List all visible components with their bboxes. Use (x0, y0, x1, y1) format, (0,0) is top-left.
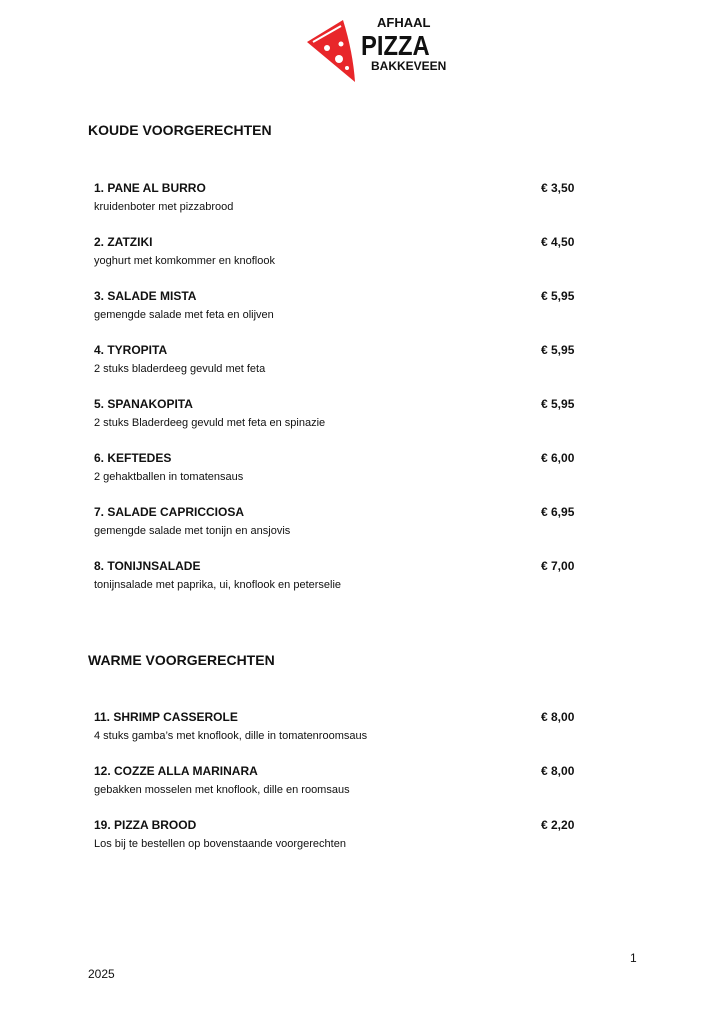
item-price: € 7,00 (541, 559, 575, 573)
item-desc: 2 stuks Bladerdeeg gevuld met feta en spinazie (94, 417, 326, 429)
item-price: € 5,95 (541, 397, 575, 411)
logo-pizza: PIZZA (361, 29, 430, 62)
item-price: € 5,95 (541, 343, 575, 357)
menu-item (94, 818, 584, 851)
menu-item (94, 235, 584, 268)
item-desc: gebakken mosselen met knoflook, dille en roomsaus (94, 784, 350, 796)
item-name: 2. ZATZIKI (94, 235, 153, 249)
item-desc: gemengde salade met tonijn en ansjovis (94, 525, 291, 537)
menu-item (94, 289, 584, 322)
item-name: 7. SALADE CAPRICCIOSA (94, 505, 245, 519)
item-name: 3. SALADE MISTA (94, 289, 197, 303)
menu-item (94, 710, 584, 743)
logo-bakkeveen: BAKKEVEEN (371, 59, 447, 73)
menu-item (94, 181, 584, 214)
item-name: 5. SPANAKOPITA (94, 397, 193, 411)
item-name: 19. PIZZA BROOD (94, 818, 197, 832)
item-desc: gemengde salade met feta en olijven (94, 309, 274, 321)
item-price: € 6,95 (541, 505, 575, 519)
item-name: 6. KEFTEDES (94, 451, 172, 465)
item-desc: 2 stuks bladerdeeg gevuld met feta (94, 363, 266, 375)
menu-item (94, 505, 584, 538)
item-price: € 6,00 (541, 451, 575, 465)
menu-item (94, 764, 584, 797)
page-number: 1 (630, 951, 637, 965)
item-desc: yoghurt met komkommer en knoflook (94, 255, 275, 267)
item-desc: kruidenboter met pizzabrood (94, 201, 234, 213)
item-price: € 8,00 (541, 764, 575, 778)
pizza-logo (305, 12, 447, 84)
section-title: KOUDE VOORGERECHTEN (88, 122, 272, 138)
item-name: 1. PANE AL BURRO (94, 181, 206, 195)
item-price: € 5,95 (541, 289, 575, 303)
item-name: 12. COZZE ALLA MARINARA (94, 764, 258, 778)
item-desc: 2 gehaktballen in tomatensaus (94, 471, 244, 483)
menu-item (94, 559, 584, 592)
item-name: 4. TYROPITA (94, 343, 168, 357)
section-title: WARME VOORGERECHTEN (88, 652, 275, 668)
item-price: € 8,00 (541, 710, 575, 724)
menu-item (94, 397, 584, 430)
item-desc: 4 stuks gamba’s met knoflook, dille in tomatenroomsaus (94, 730, 368, 742)
item-desc: tonijnsalade met paprika, ui, knoflook en peterselie (94, 579, 342, 591)
menu-item (94, 451, 584, 484)
menu-item (94, 343, 584, 376)
footer-year: 2025 (88, 967, 115, 981)
item-price: € 3,50 (541, 181, 575, 195)
item-price: € 4,50 (541, 235, 575, 249)
logo-afhaal: AFHAAL (377, 15, 431, 30)
item-name: 11. SHRIMP CASSEROLE (94, 710, 238, 724)
item-price: € 2,20 (541, 818, 575, 832)
item-desc: Los bij te bestellen op bovenstaande voorgerechten (94, 838, 346, 850)
item-name: 8. TONIJNSALADE (94, 559, 201, 573)
